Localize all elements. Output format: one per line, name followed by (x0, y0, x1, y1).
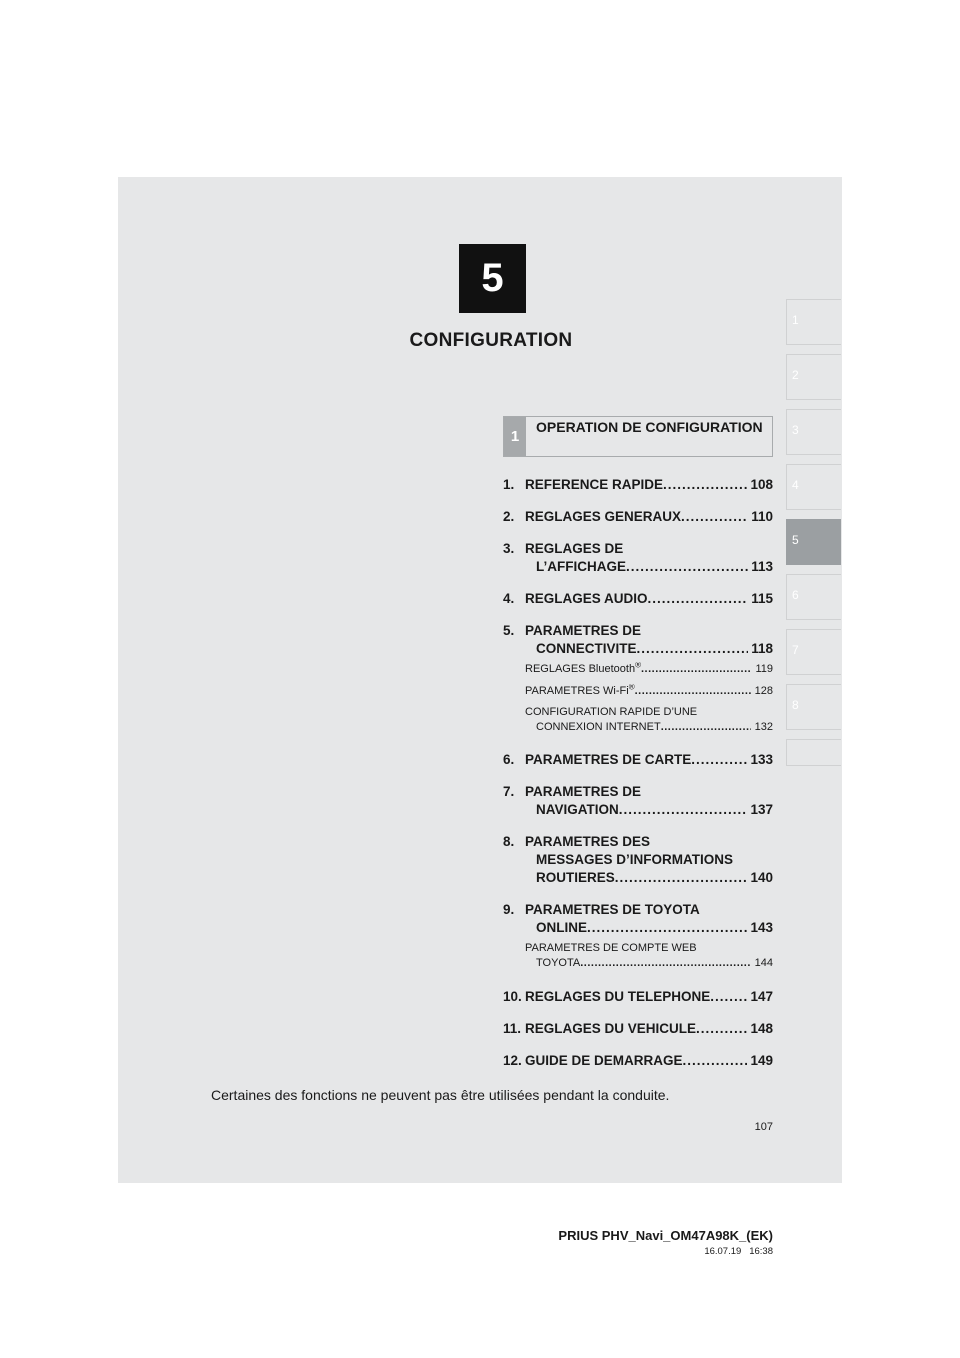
toc-page: 148 (750, 1021, 773, 1036)
toc-page: 113 (751, 559, 773, 574)
registered-mark: ® (628, 684, 635, 692)
registered-mark: ® (635, 662, 641, 670)
chapter-title: CONFIGURATION (409, 330, 573, 351)
toc-number: 4. (503, 591, 515, 606)
tab-2[interactable]: 2 (786, 354, 841, 400)
toc-number: 3. (503, 541, 515, 556)
toc-number: 6. (503, 752, 515, 767)
tab-5[interactable]: 5 (786, 519, 841, 565)
toc-title-cont: L’AFFICHAGE (536, 559, 626, 574)
section-title: OPERATION DE CONFIGURATION (536, 419, 763, 435)
toc-title-cont: NAVIGATION (536, 802, 619, 817)
toc-subtitle: REGLAGES Bluetooth (525, 663, 636, 675)
toc-number: 1. (503, 477, 515, 492)
toc-subtitle: PARAMETRES Wi-Fi (525, 685, 629, 697)
toc-page: 137 (750, 802, 773, 817)
chapter-number: 5 (459, 244, 526, 313)
toc-subtitle: CONFIGURATION RAPIDE D’UNE (525, 706, 698, 718)
driving-note: Certaines des fonctions ne peuvent pas être utilisées pendant la conduite. (211, 1087, 670, 1103)
toc-title: REGLAGES DU VEHICULE (525, 1021, 697, 1036)
toc-page: 133 (750, 752, 773, 767)
toc-subpage: 119 (755, 663, 773, 675)
toc-page: 143 (750, 920, 773, 935)
toc-number: 2. (503, 509, 515, 524)
toc-page: 108 (750, 477, 773, 492)
toc-number: 7. (503, 784, 515, 799)
toc-title: REGLAGES AUDIO (525, 591, 648, 606)
toc-title: PARAMETRES DE (525, 784, 642, 799)
toc-subtitle-cont: CONNEXION INTERNET (536, 721, 661, 733)
toc-title: PARAMETRES DE TOYOTA (525, 902, 700, 917)
toc-page: 149 (750, 1053, 773, 1068)
toc-page: 110 (751, 509, 773, 524)
toc-title: GUIDE DE DEMARRAGE (525, 1053, 683, 1068)
toc-number: 5. (503, 623, 515, 638)
tab-3[interactable]: 3 (786, 409, 841, 455)
tab-blank (786, 739, 841, 766)
toc-number: 8. (503, 834, 515, 849)
toc-subtitle: PARAMETRES DE COMPTE WEB (525, 942, 697, 954)
toc-number: 12. (503, 1053, 522, 1068)
toc-title: REGLAGES GENERAUX (525, 509, 682, 524)
toc-page: 115 (751, 591, 773, 606)
toc-title: PARAMETRES DE CARTE (525, 752, 692, 767)
tab-7[interactable]: 7 (786, 629, 841, 675)
toc-page: 140 (750, 870, 773, 885)
footer-time: 16:38 (749, 1246, 773, 1257)
tab-1[interactable]: 1 (786, 299, 841, 345)
page-number: 107 (754, 1121, 773, 1133)
toc-title: PARAMETRES DE (525, 623, 642, 638)
toc-subpage: 128 (754, 685, 773, 697)
toc-subentry[interactable] (525, 705, 773, 735)
toc-subentry[interactable] (525, 684, 773, 699)
toc-subentry[interactable] (525, 662, 773, 677)
toc-page: 147 (750, 989, 773, 1004)
toc-title-cont: ONLINE (536, 920, 588, 935)
toc-subpage: 144 (754, 957, 773, 969)
toc-page: 118 (751, 641, 773, 656)
tab-6[interactable]: 6 (786, 574, 841, 620)
footer-document-id: PRIUS PHV_Navi_OM47A98K_(EK) (558, 1228, 773, 1243)
toc-title-cont: CONNECTIVITE (536, 641, 637, 656)
footer-date: 16.07.19 (704, 1246, 742, 1257)
toc-number: 11. (503, 1021, 522, 1036)
toc-title: REGLAGES DE (525, 541, 624, 556)
footer-timestamp (620, 1246, 773, 1257)
section-header (503, 416, 773, 457)
tab-4[interactable]: 4 (786, 464, 841, 510)
toc-title-cont: MESSAGES D’INFORMATIONS (536, 852, 734, 867)
toc-number: 9. (503, 902, 515, 917)
tab-8[interactable]: 8 (786, 684, 841, 730)
toc-subentry[interactable] (525, 941, 773, 971)
toc-title: PARAMETRES DES (525, 834, 651, 849)
toc-number: 10. (503, 989, 522, 1004)
toc-title: REGLAGES DU TELEPHONE (525, 989, 711, 1004)
section-number: 1 (504, 417, 526, 456)
toc-title-cont: ROUTIERES (536, 870, 615, 885)
toc-subtitle-cont: TOYOTA (536, 957, 581, 969)
toc-subpage: 132 (754, 721, 773, 733)
toc-title: REFERENCE RAPIDE (525, 477, 664, 492)
